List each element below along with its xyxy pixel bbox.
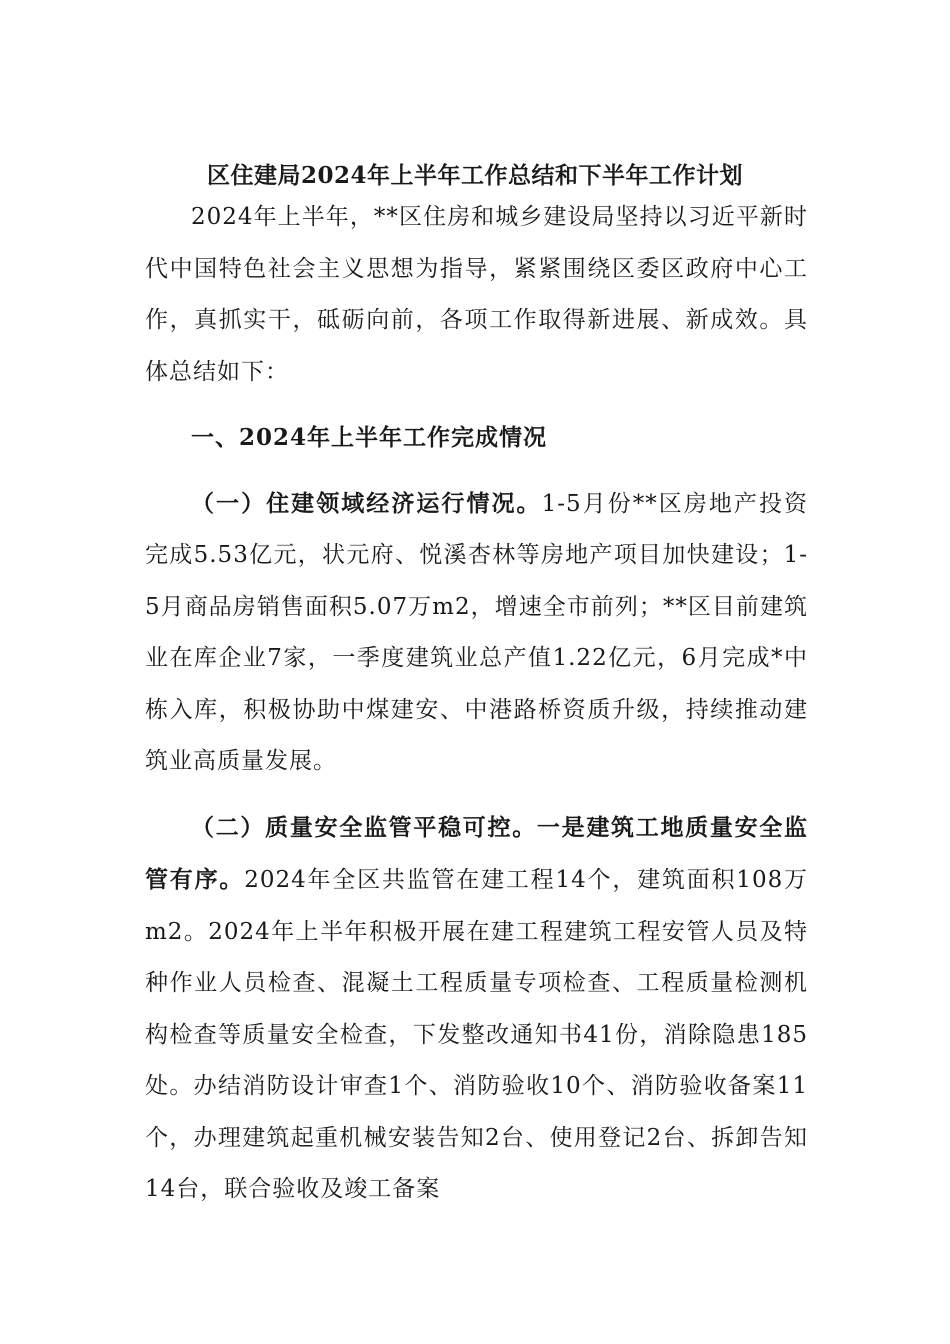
subsection-2-paragraph bbox=[145, 802, 808, 1216]
subsection-2-text: 2024年全区共监管在建工程14个，建筑面积108万m2。2024年上半年积极开展在建工程建筑工程安管人员及特种作业人员检查、混凝土工程质量专项检查、工程质量检测机构检查等质量安全检查，下发整改通知书41份，消除隐患185处。办结消防设计审查1个、消防验收10个、消防验收备案11个，办理建筑起重机械安装告知2台、使用登记2台、拆卸告知14台，联合验收及竣工备案 bbox=[145, 867, 809, 1202]
subsection-1-paragraph bbox=[145, 478, 808, 788]
subsection-1-heading: （一）住建领域经济运行情况。 bbox=[191, 489, 542, 517]
subsection-1-text: 1-5月份**区房地产投资完成5.53亿元，状元府、悦溪杏林等房地产项目加快建设；1-5月商品房销售面积5.07万m2，增速全市前列；**区目前建筑业在库企业7家，一季度建筑业总产值1.22亿元，6月完成*中栋入库，积极协助中煤建安、中港路桥资质升级，持续推动建筑业高质量发展。 bbox=[145, 490, 809, 774]
subsection-2-heading: （二）质量安全监管平稳可控。一是建筑工地质量安全监管有序。 bbox=[145, 813, 808, 893]
document-title: 区住建局2024年上半年工作总结和下半年工作计划 bbox=[206, 162, 743, 189]
section-heading: 一、2024年上半年工作完成情况 bbox=[191, 424, 548, 451]
document-body bbox=[145, 192, 808, 1216]
intro-paragraph: 2024年上半年，**区住房和城乡建设局坚持以习近平新时代中国特色社会主义思想为指导，紧紧围绕区委区政府中心工作，真抓实干，砥砺向前，各项工作取得新进展、新成效。具体总结如下： bbox=[145, 204, 808, 385]
